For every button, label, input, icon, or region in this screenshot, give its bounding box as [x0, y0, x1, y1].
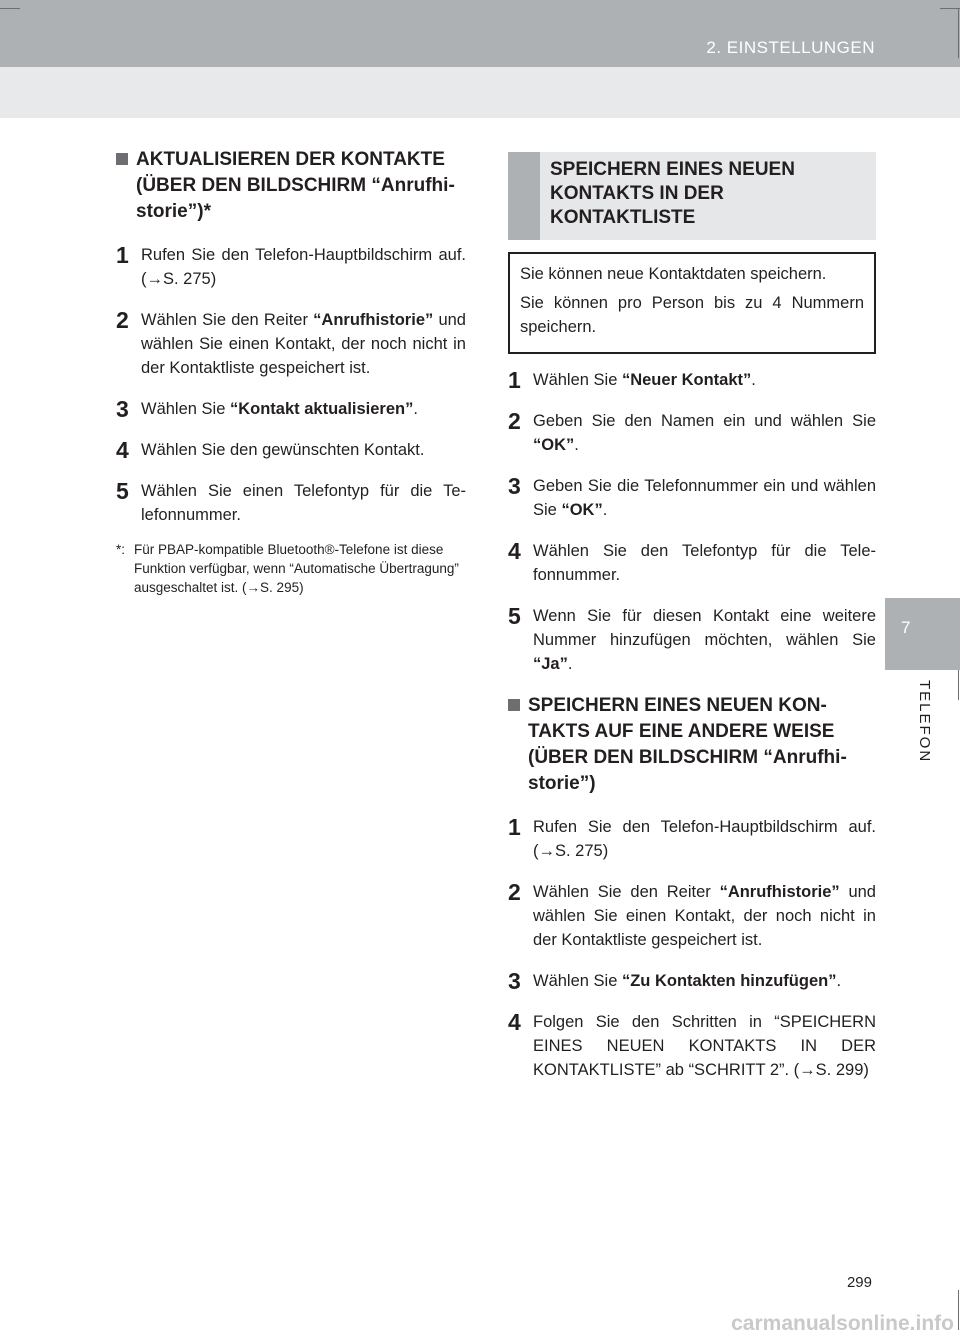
chapter-tab-number: 7 — [901, 618, 911, 637]
footnote-text: Für PBAP-kompatible Bluetooth®-Telefone ist diese Funktion verfügbar, wenn “Automatische Übertragung” ausgeschaltet ist. (→S. 295) — [134, 542, 459, 595]
step-text: Rufen Sie den Telefon-Hauptbildschirm auf. (→S. 275) — [533, 818, 876, 860]
side-rule — [958, 8, 959, 58]
step-text: Wenn Sie für diesen Kontakt eine weitere Nummer hinzufügen möchten, wählen Sie “Ja”. — [533, 607, 876, 673]
step — [508, 815, 876, 863]
step — [508, 604, 876, 676]
step-number: 5 — [116, 478, 129, 504]
step-number: 3 — [116, 396, 129, 422]
step — [508, 539, 876, 587]
chapter-tab — [885, 598, 960, 670]
footnote-marker: *: — [116, 542, 126, 557]
info-text: Sie können pro Person bis zu 4 Nummern speichern. — [520, 294, 864, 336]
step-number: 3 — [508, 968, 521, 994]
step — [116, 397, 466, 421]
section-heading: SPEICHERN EINES NEUEN KONTAKTS AUF EINE ANDERE WEISE (ÜBER DEN BILDSCHIRM “Anrufhistorie”) — [508, 693, 876, 797]
step-number: 1 — [116, 242, 129, 268]
step — [508, 1010, 876, 1082]
step-text: Geben Sie die Telefonnummer ein und wählen Sie “OK”. — [533, 477, 876, 519]
section-heading: AKTUALISIEREN DER KONTAKTE (ÜBER DEN BILDSCHIRM “Anrufhistorie”)* — [116, 147, 466, 225]
heading-accent-bar — [508, 152, 540, 240]
info-text: Sie können neue Kontaktdaten speichern. — [520, 265, 827, 283]
step-number: 1 — [508, 814, 521, 840]
step — [508, 368, 876, 392]
step — [116, 243, 466, 291]
square-bullet-icon — [116, 153, 128, 165]
square-bullet-icon — [508, 699, 520, 711]
step — [508, 969, 876, 993]
step-number: 4 — [508, 1009, 521, 1035]
step-number: 5 — [508, 603, 521, 629]
step-text: Wählen Sie “Kontakt aktualisieren”. — [141, 400, 418, 418]
crop-mark — [940, 8, 960, 9]
step-number: 4 — [116, 437, 129, 463]
step-text: Wählen Sie den gewünschten Kontakt. — [141, 441, 425, 459]
side-rule — [958, 1290, 959, 1330]
watermark: carmanualsonline.info — [731, 1312, 954, 1335]
info-box — [508, 252, 876, 354]
step — [116, 308, 466, 380]
step — [508, 880, 876, 952]
step-number: 1 — [508, 367, 521, 393]
step-text: Wählen Sie “Neuer Kontakt”. — [533, 371, 756, 389]
step-text: Wählen Sie den Reiter “Anrufhistorie” und wählen Sie einen Kontakt, der noch nicht in der Kontaktliste gespeichert ist. — [141, 311, 466, 377]
page-number: 299 — [846, 1274, 872, 1291]
footnote — [116, 540, 466, 597]
boxed-section-heading: SPEICHERN EINES NEUEN KONTAKTS IN DER KONTAKTLISTE — [508, 152, 876, 240]
step-number: 3 — [508, 473, 521, 499]
step-number: 2 — [116, 307, 129, 333]
right-column — [508, 140, 876, 1099]
crop-mark — [0, 8, 20, 9]
chapter-title: 2. EINSTELLUNGEN — [706, 38, 875, 57]
step-text: Folgen Sie den Schritten in “SPEICHERN EINES NEUEN KONTAKTS IN DER KONTAKTLISTE” ab “SCHRITT 2”. (→S. 299) — [533, 1013, 876, 1079]
step — [116, 438, 466, 462]
step-number: 2 — [508, 879, 521, 905]
step-text: Wählen Sie den Reiter “Anrufhistorie” und wählen Sie einen Kontakt, der noch nicht in der Kontaktliste gespeichert ist. — [533, 883, 876, 949]
chapter-tab-label: TELEFON — [916, 680, 933, 764]
step — [508, 474, 876, 522]
left-column — [116, 140, 466, 597]
step-text: Rufen Sie den Telefon-Hauptbildschirm auf. (→S. 275) — [141, 246, 466, 288]
step — [116, 479, 466, 527]
step-text: Wählen Sie “Zu Kontakten hinzufügen”. — [533, 972, 842, 990]
step-number: 4 — [508, 538, 521, 564]
step-text: Wählen Sie einen Telefontyp für die Telefonnummer. — [141, 482, 466, 524]
step-text: Wählen Sie den Telefontyp für die Telefonnummer. — [533, 542, 876, 584]
step — [508, 409, 876, 457]
step-number: 2 — [508, 408, 521, 434]
step-text: Geben Sie den Namen ein und wählen Sie “OK”. — [533, 412, 876, 454]
